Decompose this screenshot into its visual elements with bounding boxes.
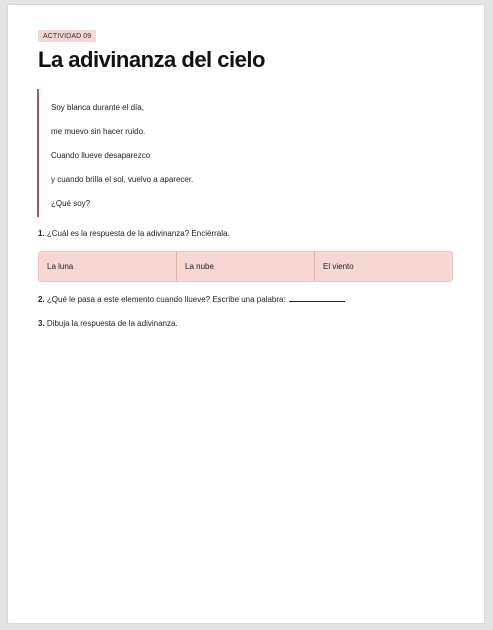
worksheet-page [8, 5, 484, 623]
riddle-line: y cuando brilla el sol, vuelvo a aparecer. [51, 175, 194, 184]
question-3 [38, 319, 178, 328]
question-text: ¿Cuál es la respuesta de la adivinanza? Enciérrala. [44, 229, 230, 238]
riddle-block [37, 89, 339, 217]
activity-tag: ACTIVIDAD 09 [38, 30, 96, 42]
question-number: 3. [38, 319, 45, 328]
question-number: 2. [38, 295, 45, 304]
option-el-viento[interactable]: El viento [323, 262, 354, 271]
option-la-nube[interactable]: La nube [177, 252, 315, 281]
answer-options [38, 251, 453, 282]
question-1 [38, 229, 230, 238]
question-2 [38, 295, 345, 304]
question-number: 1. [38, 229, 45, 238]
question-text: Dibuja la respuesta de la adivinanza. [44, 319, 178, 328]
riddle-line: Soy blanca durante el día, [51, 103, 144, 112]
page-title: La adivinanza del cielo [38, 47, 265, 72]
answer-blank[interactable] [289, 301, 345, 302]
riddle-line: Cuando llueve desaparezco [51, 151, 151, 160]
option-la-luna[interactable]: La luna [39, 252, 177, 281]
riddle-line: me muevo sin hacer ruido. [51, 127, 146, 136]
question-text: ¿Qué le pasa a este elemento cuando llueve? Escribe una palabra: [44, 295, 286, 304]
riddle-line: ¿Qué soy? [51, 199, 91, 208]
